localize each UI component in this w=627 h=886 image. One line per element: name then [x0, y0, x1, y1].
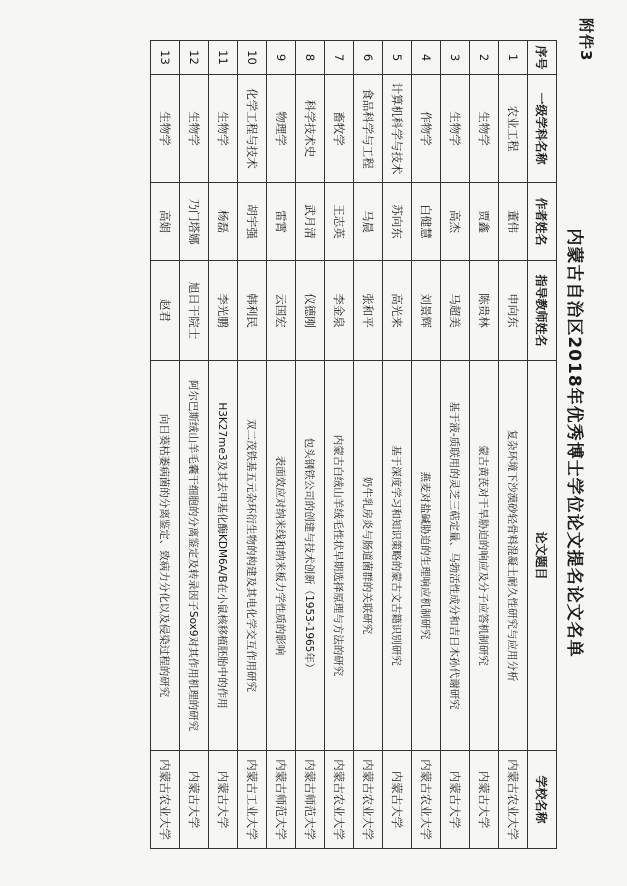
- cell-advisor: 马超美: [441, 261, 470, 361]
- cell-discipline: 物理学: [267, 75, 296, 183]
- header-author: 作者姓名: [528, 183, 557, 261]
- cell-discipline: 生物学: [180, 75, 209, 183]
- cell-index: 4: [412, 41, 441, 75]
- table-row: [267, 41, 296, 849]
- cell-author: 杨磊: [209, 183, 238, 261]
- table-row: [238, 41, 267, 849]
- cell-discipline: 生物学: [441, 75, 470, 183]
- cell-discipline: 农业工程: [499, 75, 528, 183]
- cell-discipline: 科学技术史: [296, 75, 325, 183]
- cell-thesis-title: 蒙古黄芪对干旱胁迫的响应及分子应答机制研究: [470, 361, 499, 751]
- cell-school: 内蒙古大学: [383, 751, 412, 849]
- cell-thesis-title: 复杂环境下沙漠砂轻骨料混凝土耐久性研究与应用分析: [499, 361, 528, 751]
- header-thesis-title: 论文题目: [528, 361, 557, 751]
- header-advisor: 指导教师姓名: [528, 261, 557, 361]
- cell-author: 雷霄: [267, 183, 296, 261]
- cell-index: 13: [151, 41, 180, 75]
- cell-author: 马晨: [354, 183, 383, 261]
- cell-discipline: 生物学: [209, 75, 238, 183]
- cell-advisor: 赵君: [151, 261, 180, 361]
- cell-author: 胡宇强: [238, 183, 267, 261]
- cell-index: 6: [354, 41, 383, 75]
- cell-thesis-title: 包头钢铁公司的创建与技术创新（1953-1965年）: [296, 361, 325, 751]
- cell-advisor: 高光来: [383, 261, 412, 361]
- cell-author: 高娟: [151, 183, 180, 261]
- table-row: [470, 41, 499, 849]
- cell-advisor: 云国宏: [267, 261, 296, 361]
- table-row: [499, 41, 528, 849]
- table-row: [151, 41, 180, 849]
- cell-thesis-title: 奶牛乳房炎与肠道菌群的关联研究: [354, 361, 383, 751]
- table-body: [151, 41, 528, 849]
- cell-author: 白健慧: [412, 183, 441, 261]
- cell-advisor: 陈贵林: [470, 261, 499, 361]
- cell-discipline: 作物学: [412, 75, 441, 183]
- cell-advisor: 韩利民: [238, 261, 267, 361]
- cell-advisor: 仪德刚: [296, 261, 325, 361]
- cell-school: 内蒙古大学: [441, 751, 470, 849]
- table-row: [354, 41, 383, 849]
- table-row: [180, 41, 209, 849]
- cell-advisor: 申向东: [499, 261, 528, 361]
- cell-school: 内蒙古师范大学: [296, 751, 325, 849]
- cell-index: 8: [296, 41, 325, 75]
- cell-thesis-title: 基于深度学习和知识策略的蒙古文古籍识别研究: [383, 361, 412, 751]
- cell-thesis-title: 双二茂铁基五元杂环衍生物的构建及其电化学交互作用研究: [238, 361, 267, 751]
- cell-school: 内蒙古农业大学: [325, 751, 354, 849]
- cell-index: 2: [470, 41, 499, 75]
- cell-author: 武月清: [296, 183, 325, 261]
- cell-author: 董伟: [499, 183, 528, 261]
- cell-index: 1: [499, 41, 528, 75]
- cell-discipline: 生物学: [151, 75, 180, 183]
- cell-school: 内蒙古农业大学: [354, 751, 383, 849]
- table-row: [209, 41, 238, 849]
- cell-author: 苏向东: [383, 183, 412, 261]
- nomination-table: [150, 40, 557, 849]
- cell-school: 内蒙古师范大学: [267, 751, 296, 849]
- cell-index: 3: [441, 41, 470, 75]
- annex-label: 附件3: [577, 18, 595, 62]
- table-row: [412, 41, 441, 849]
- cell-thesis-title: 阿尔巴斯绒山羊毛囊干细胞的分离鉴定及转录因子Sox9对其作用机理的研究: [180, 361, 209, 751]
- cell-discipline: 计算机科学与技术: [383, 75, 412, 183]
- cell-advisor: 张和平: [354, 261, 383, 361]
- table-row: [296, 41, 325, 849]
- cell-index: 5: [383, 41, 412, 75]
- cell-discipline: 畜牧学: [325, 75, 354, 183]
- cell-index: 9: [267, 41, 296, 75]
- cell-thesis-title: 表面效应对纳米线和纳米板力学性质的影响: [267, 361, 296, 751]
- table-row: [325, 41, 354, 849]
- table-header-row: [528, 41, 557, 849]
- cell-school: 内蒙古大学: [209, 751, 238, 849]
- cell-advisor: 李金泉: [325, 261, 354, 361]
- cell-thesis-title: 向日葵枯萎病菌的分离鉴定、致病力分化以及侵染过程的研究: [151, 361, 180, 751]
- cell-index: 10: [238, 41, 267, 75]
- cell-school: 内蒙古农业大学: [499, 751, 528, 849]
- cell-index: 12: [180, 41, 209, 75]
- cell-discipline: 食品科学与工程: [354, 75, 383, 183]
- table-row: [441, 41, 470, 849]
- header-discipline: 一级学科名称: [528, 75, 557, 183]
- cell-author: 王志英: [325, 183, 354, 261]
- document-title: 内蒙古自治区2018年优秀博士学位论文提名论文名单: [564, 228, 584, 658]
- cell-author: 乃门塔娜: [180, 183, 209, 261]
- cell-school: 内蒙古工业大学: [238, 751, 267, 849]
- cell-school: 内蒙古大学: [470, 751, 499, 849]
- cell-index: 11: [209, 41, 238, 75]
- cell-author: 贾鑫: [470, 183, 499, 261]
- cell-advisor: 李光鹏: [209, 261, 238, 361]
- cell-school: 内蒙古农业大学: [151, 751, 180, 849]
- cell-advisor: 刘景辉: [412, 261, 441, 361]
- cell-thesis-title: 基于液-质联用的灵芝三萜定量、马勃活性成分和吉日木孙代谢研究: [441, 361, 470, 751]
- header-school: 学校名称: [528, 751, 557, 849]
- cell-thesis-title: 燕麦对盐碱胁迫的生理响应机制研究: [412, 361, 441, 751]
- cell-author: 高杰: [441, 183, 470, 261]
- cell-discipline: 生物学: [470, 75, 499, 183]
- cell-school: 内蒙古农业大学: [412, 751, 441, 849]
- cell-index: 7: [325, 41, 354, 75]
- cell-thesis-title: 内蒙古白绒山羊绒毛性状早期选择原理与方法的研究: [325, 361, 354, 751]
- table-row: [383, 41, 412, 849]
- header-index: 序号: [528, 41, 557, 75]
- cell-thesis-title: H3K27me3及其去甲基化酶KDM6A/B在小鼠核移植胚胎中的作用: [209, 361, 238, 751]
- cell-school: 内蒙古大学: [180, 751, 209, 849]
- cell-discipline: 化学工程与技术: [238, 75, 267, 183]
- cell-advisor: 旭日干院士: [180, 261, 209, 361]
